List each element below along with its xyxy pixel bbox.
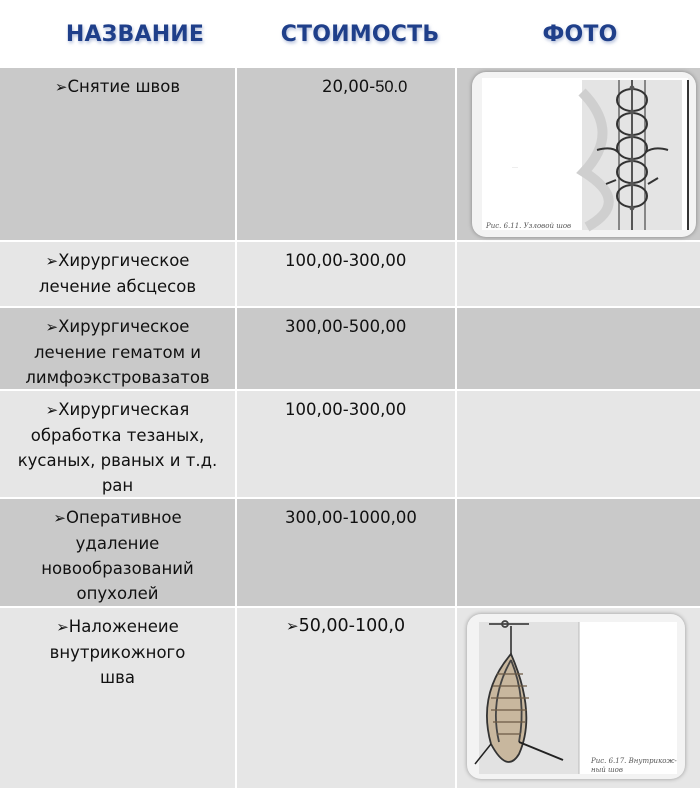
- arrow-bullet-icon: ➢: [56, 618, 69, 636]
- table-row: [0, 242, 700, 308]
- header-photo: ФОТО: [542, 22, 618, 47]
- arrow-bullet-icon: ➢: [286, 617, 299, 635]
- row-price: ➢50,00-100,0: [286, 616, 406, 636]
- row-price: 300,00-1000,00: [285, 508, 417, 527]
- row-name: ➢Снятие швов: [54, 77, 181, 96]
- intradermal-suture-photo: [467, 614, 685, 779]
- row-price: 20,00-50.0: [322, 77, 408, 96]
- intradermal-suture-illustration-icon: [467, 614, 685, 779]
- header-price: СТОИМОСТЬ: [280, 22, 440, 47]
- arrow-bullet-icon: ➢: [45, 318, 59, 336]
- table-row: [0, 499, 700, 608]
- row-name: ➢Хирургическое лечение абсцесов: [38, 251, 197, 296]
- arrow-bullet-icon: ➢: [54, 78, 68, 96]
- arrow-bullet-icon: ➢: [45, 252, 59, 270]
- row-price: 100,00-300,00: [285, 400, 407, 419]
- photo-caption-line1: Рис. 6.17. Внутрикож-: [591, 757, 677, 765]
- table-row: [0, 391, 700, 499]
- svg-text:…: …: [512, 163, 518, 170]
- photo-caption-line2: ный шов: [591, 766, 623, 774]
- table-header: [0, 0, 700, 68]
- suture-illustration-icon: [472, 72, 696, 237]
- arrow-bullet-icon: ➢: [53, 509, 66, 527]
- row-price: 300,00-500,00: [285, 317, 407, 336]
- row-name: ➢Оперативное удаление новообразований опухолей: [41, 508, 194, 603]
- row-name: ➢Хирургическое лечение гематом и лимфоэкстровазатов: [25, 317, 210, 387]
- arrow-bullet-icon: ➢: [45, 401, 59, 419]
- table-row: [0, 308, 700, 391]
- row-name: ➢Наложенеие внутрикожного шва: [49, 617, 186, 687]
- interrupted-suture-photo: [472, 72, 696, 237]
- row-price: 100,00-300,00: [285, 251, 407, 270]
- photo-caption: Рис. 6.11. Узловой шов: [486, 222, 572, 230]
- row-name: ➢Хирургическая обработка тезаных, кусаных, рваных и т.д. ран: [17, 400, 218, 495]
- header-name: НАЗВАНИЕ: [65, 22, 205, 47]
